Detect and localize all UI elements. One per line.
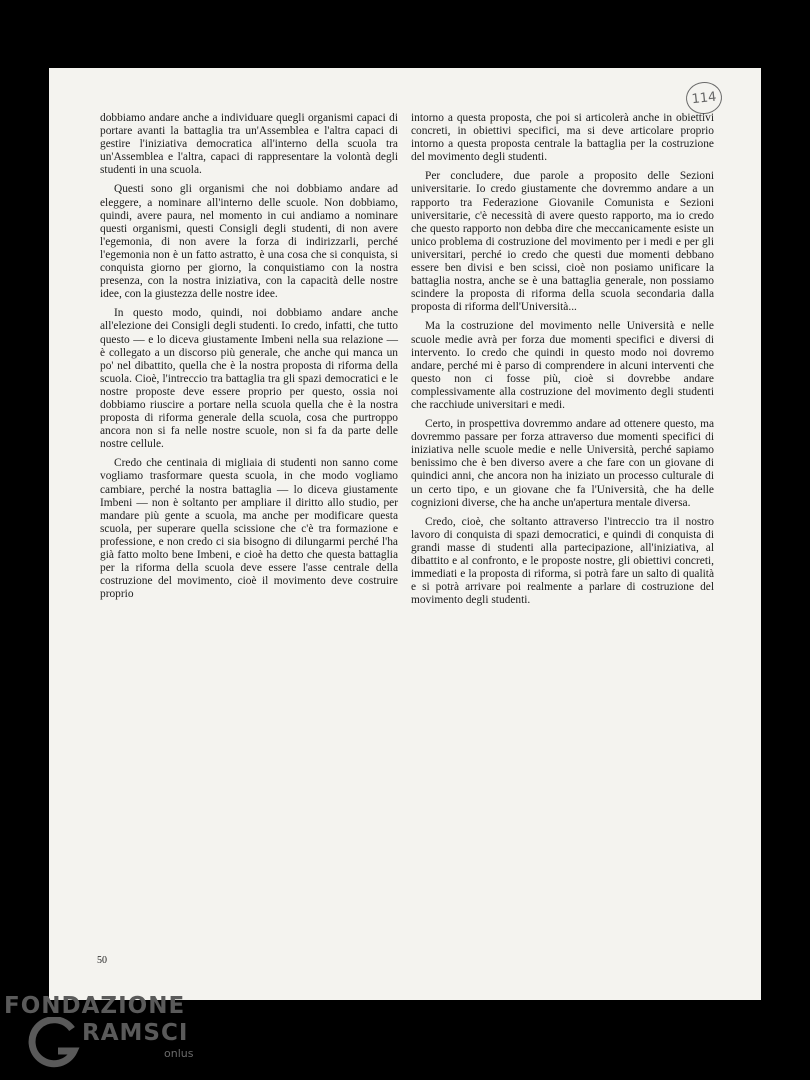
archive-stamp: 114 (684, 80, 723, 116)
watermark-line-2: RAMSCI (82, 1020, 189, 1046)
paragraph: intorno a questa proposta, che poi si articolerà anche in obiettivi concreti, in obiettivi specifici, ma si deve articolare proprio intorno a questa proposta centrale la battaglia per la costruzione del movimento degli studenti. (411, 112, 714, 164)
paragraph: Credo, cioè, che soltanto attraverso l'intreccio tra il nostro lavoro di conquista di spazi democratici, e quindi di conquista di grandi masse di studenti alla partecipazione, all'iniziativa, al dibattito e al confronto, e le proposte nostre, gli obiettivi concreti, immediati e la proposta di riforma, si potrà fare un salto di qualità e si potrà arrivare poi realmente a parlare di costruzione del movimento degli studenti. (411, 515, 714, 607)
right-column (411, 112, 714, 613)
watermark-line-1: FONDAZIONE (4, 993, 186, 1019)
paragraph: Questi sono gli organismi che noi dobbiamo andare ad eleggere, a nominare all'interno delle scuole. Non dobbiamo, quindi, avere paura, nel momento in cui andiamo a nominare questi organismi, questi Consigli degli studenti, di non avere l'egemonia, di non avere la forza di indirizzarli, perché l'egemonia non è un fatto astratto, è una cosa che si conquista, si conquista giorno per giorno, la conquistiamo con la nostra presenza, con la nostra iniziativa, con la capacità delle nostre idee, con la giustezza delle nostre idee. (100, 183, 398, 301)
paragraph: Credo che centinaia di migliaia di studenti non sanno come vogliamo trasformare questa scuola, in che modo vogliamo cambiare, perché la nostra battaglia — lo diceva giustamente Imbeni — non è soltanto per ampliare il diritto allo studio, per mandare più gente a scuola, ma anche per modificare questa scuola, per superare quella scissione che c'è tra formazione e professione, e non credo ci sia bisogno di dilungarmi perché l'ha già fatto molto bene Imbeni, e cioè ha detto che questa battaglia per la riforma della scuola deve essere l'asse centrale della costruzione del movimento, cioè il movimento deve costruire proprio (100, 457, 398, 601)
page-number: 50 (97, 955, 107, 966)
left-column (100, 112, 398, 607)
watermark-line-3: onlus (164, 1047, 194, 1060)
scanned-page (49, 68, 761, 1000)
paragraph: In questo modo, quindi, noi dobbiamo andare anche all'elezione dei Consigli degli studenti. Io credo, infatti, che tutto questo — e lo diceva giustamente Imbeni nella sua relazione — è collegato a un discorso più generale, che anche qui manca un po' nel dibattito, quella che è la nostra proposta di riforma della scuola. Cioè, l'intreccio tra battaglia tra gli spazi democratici e le nostre proposte deve essere proprio per questo, ossia noi dobbiamo riuscire a portare nella scuola quella che è la nostra proposta di riforma generale della scuola, cosa che purtroppo ancora non si fa nelle nostre scuole, non si fa da parte delle nostre cellule. (100, 307, 398, 451)
paragraph: Per concludere, due parole a proposito delle Sezioni universitarie. Io credo giustamente che dovremmo andare a un rapporto tra Federazione Giovanile Comunista e Sezioni universitarie, c'è necessità di avere questo rapporto, ma io credo che questo rapporto non debba dire che meccanicamente esiste un unico problema di costruzione del movimento per i medi e per gli universitari, perché io credo che questi due momenti debbano essere ben divisi e ben scissi, cioè non posiamo unificare la battaglia nostra, anche se è una battaglia generale, non possiamo scindere la proposta di riforma della scuola secondaria dalla proposta di riforma dell'Università... (411, 170, 714, 314)
paragraph: Certo, in prospettiva dovremmo andare ad ottenere questo, ma dovremmo passare per forza attraverso due momenti specifici di iniziativa nelle scuole medie e nelle Università, perché sapiamo benissimo che è ben diverso avere a che fare con un giovane di quindici anni, che ancora non ha iniziato un processo culturale di un certo tipo, e un giovane che fa l'Università, che ha delle cognizioni diverse, che ha anche un'apertura mentale diversa. (411, 418, 714, 509)
fondazione-gramsci-watermark (4, 993, 204, 1073)
paragraph: Ma la costruzione del movimento nelle Università e nelle scuole medie avrà per forza due momenti specifici e diversi di intervento. Io credo che quindi in questo modo noi dovremo andare, perché mi è parso di comprendere in alcuni interventi che questo non ci fosse più, cioè si dovrebbe andare complessivamente alla costruzione del movimento degli studenti che racchiude universitari e medi. (411, 320, 714, 411)
paragraph: dobbiamo andare anche a individuare quegli organismi capaci di portare avanti la battaglia tra un'Assemblea e l'altra capaci di gestire l'iniziativa democratica all'interno della scuola tra un'Assemblea e l'altra, capaci di rappresentare la volontà degli studenti in una scuola. (100, 112, 398, 177)
g-logo-icon (28, 1017, 80, 1069)
